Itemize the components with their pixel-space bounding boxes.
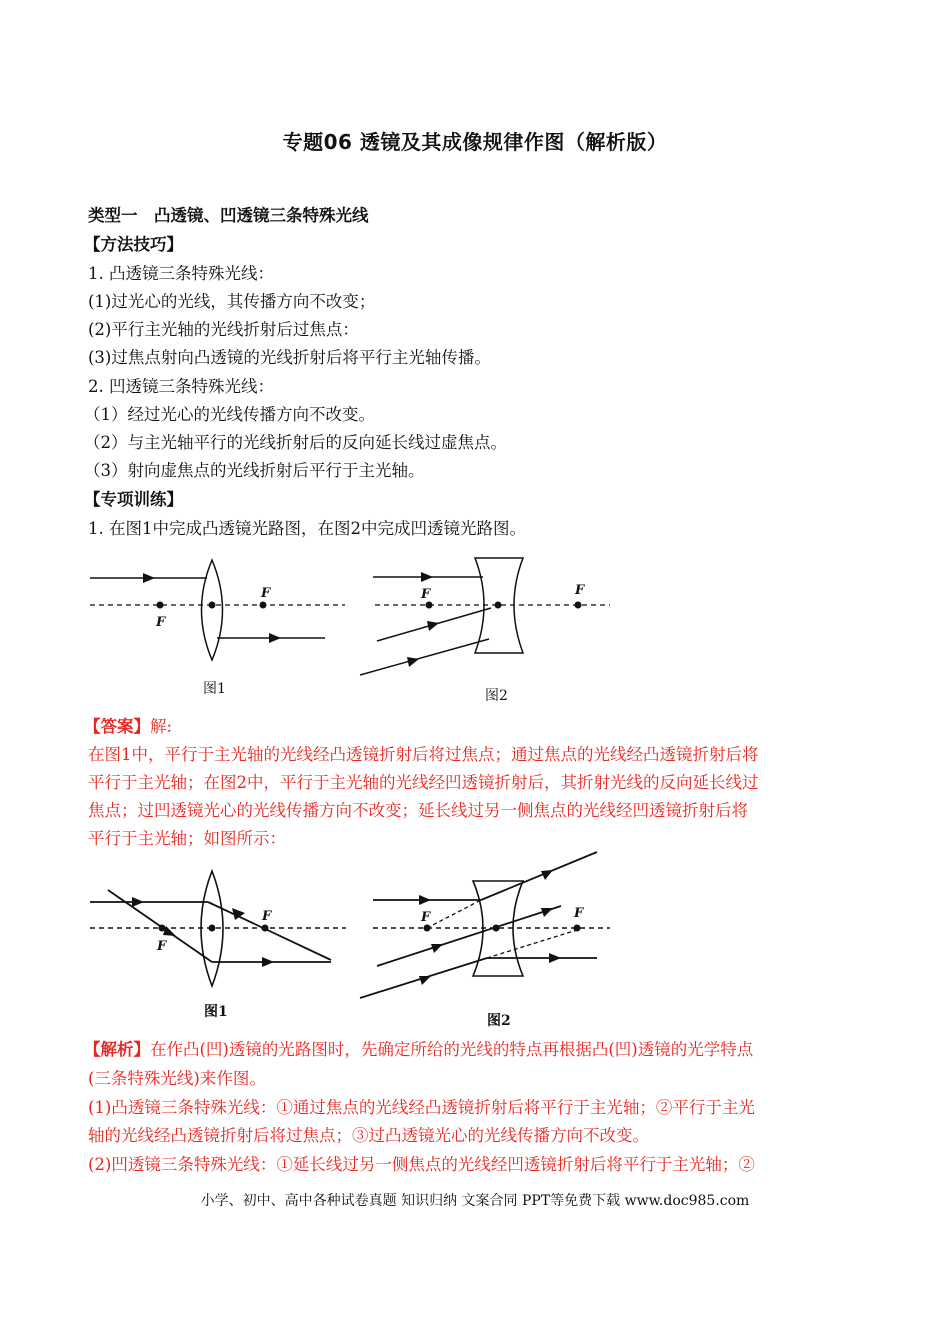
answer-line: 平行于主光轴；如图所示：	[88, 829, 286, 848]
incident-ray-focus	[360, 639, 489, 675]
figure-1-caption: 图1	[204, 1004, 228, 1020]
optical-center	[209, 602, 216, 609]
right-focus-point	[260, 602, 267, 609]
right-focus-label: F	[574, 906, 584, 921]
focus-ray-extension	[487, 930, 577, 958]
question-text: 1. 在图1中完成凸透镜光路图，在图2中完成凹透镜光路图。	[88, 519, 526, 538]
answer-suffix: 解:	[150, 717, 173, 736]
page-footer: 小学、初中、高中各种试卷真题 知识归纳 文案合同 PPT等免费下载 www.doc985.com	[200, 1193, 750, 1209]
answer-line: 焦点；过凹透镜光心的光线传播方向不改变；延长线过另一侧焦点的光线经凹透镜折射后将	[88, 801, 748, 820]
training-heading: 【专项训练】	[84, 490, 183, 509]
method-heading: 【方法技巧】	[84, 235, 183, 254]
diverging-ray-out	[481, 852, 597, 900]
analysis-line: (三条特殊光线)来作图。	[88, 1069, 266, 1088]
answer-heading	[84, 715, 172, 739]
left-focus-label: F	[421, 587, 431, 602]
method-line: 1. 凸透镜三条特殊光线：	[88, 264, 274, 283]
answer-figure-1	[88, 868, 353, 1030]
figure-1-caption: 图1	[203, 681, 226, 697]
right-focus-point	[575, 602, 582, 609]
center-ray	[377, 906, 561, 966]
convex-lens	[202, 560, 223, 660]
page-title: 专题06 透镜及其成像规律作图（解析版）	[282, 130, 668, 154]
optical-center	[493, 925, 500, 932]
figure-2-caption: 图2	[487, 1013, 511, 1029]
left-focus-point	[424, 925, 431, 932]
analysis-line: 在作凸(凹)透镜的光路图时，先确定所给的光线的特点再根据凸(凹)透镜的光学特点	[150, 1040, 754, 1059]
method-line: (1)过光心的光线，其传播方向不改变；	[88, 292, 376, 311]
method-line: （1）经过光心的光线传播方向不改变。	[84, 405, 375, 424]
right-focus-point	[262, 925, 269, 932]
answer-figure-2	[355, 850, 615, 1030]
method-line: （2）与主光轴平行的光线折射后的反向延长线过虚焦点。	[84, 433, 507, 452]
question-figure-2	[355, 555, 615, 705]
left-focus-label: F	[421, 910, 431, 925]
section-heading: 类型一 凸透镜、凹透镜三条特殊光线	[88, 206, 369, 225]
figure-2-caption: 图2	[485, 688, 508, 704]
analysis-line: (2)凹透镜三条特殊光线：①延长线过另一侧焦点的光线经凹透镜折射后将平行于主光轴；②	[88, 1155, 755, 1174]
method-line: （3）射向虚焦点的光线折射后平行于主光轴。	[84, 461, 425, 480]
left-focus-point	[159, 925, 166, 932]
answer-line: 平行于主光轴；在图2中，平行于主光轴的光线经凹透镜折射后，其折射光线的反向延长线过	[88, 773, 759, 792]
method-line: 2. 凹透镜三条特殊光线：	[88, 377, 274, 396]
left-focus-point	[157, 602, 164, 609]
method-line: (3)过焦点射向凸透镜的光线折射后将平行主光轴传播。	[88, 348, 491, 367]
analysis-line: 轴的光线经凸透镜折射后将过焦点；③过凸透镜光心的光线传播方向不改变。	[88, 1126, 649, 1145]
right-focus-label: F	[262, 909, 272, 924]
right-focus-label: F	[575, 583, 585, 598]
left-focus-label: F	[157, 939, 167, 954]
analysis-first-line	[84, 1038, 753, 1062]
method-line: (2)平行主光轴的光线折射后过焦点：	[88, 320, 359, 339]
answer-line: 在图1中，平行于主光轴的光线经凸透镜折射后将过焦点；通过焦点的光线经凸透镜折射后将	[88, 745, 759, 764]
left-focus-point	[426, 602, 433, 609]
left-focus-label: F	[156, 615, 166, 630]
right-focus-point	[574, 925, 581, 932]
virtual-extension	[427, 900, 481, 928]
optical-center	[209, 925, 216, 932]
analysis-tag: 【解析】	[84, 1040, 150, 1059]
question-figure-1	[85, 560, 355, 705]
right-focus-label: F	[261, 586, 271, 601]
analysis-line: (1)凸透镜三条特殊光线：①通过焦点的光线经凸透镜折射后将平行于主光轴；②平行于主光	[88, 1098, 755, 1117]
optical-center	[495, 602, 502, 609]
answer-tag: 【答案】	[84, 717, 150, 736]
